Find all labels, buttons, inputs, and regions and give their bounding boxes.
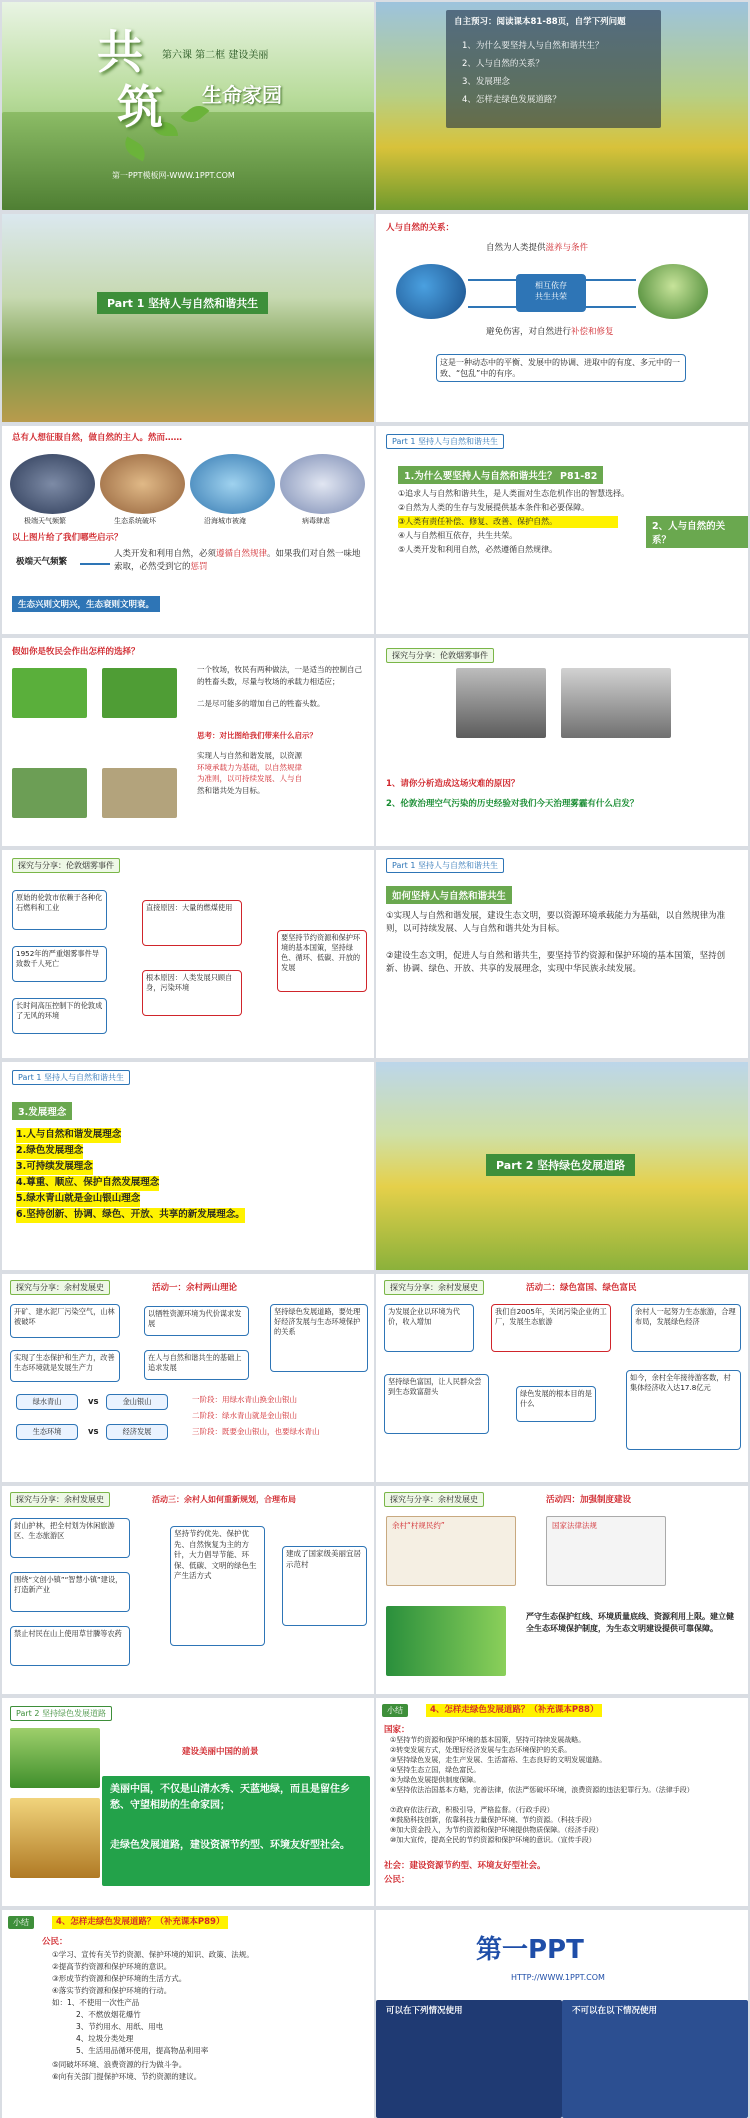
arrow (80, 563, 110, 565)
relation-note: 这是一种动态中的平衡、发展中的协调、进取中的有度、多元中的一致、“包乱”中的有序。 (436, 354, 686, 382)
nation-item: ②转变发展方式，处理好经济发展与生态环境保护的关系。 (390, 1746, 572, 1754)
slide-summary-nation[interactable] (376, 1698, 748, 1906)
plan-box-1: 封山护林，把全村划为休闲旅游区、生态旅游区 (10, 1518, 130, 1558)
citizen-item: ②提高节约资源和保护环境的意识。 (52, 1962, 172, 1971)
how-point-1: ①实现人与自然和谐发展，建设生态文明，要以资源环境承载能力为基础，以自然规律为准则，以可持续发展、人与自然和谐共处为目标。 (386, 911, 726, 935)
brand-logo: 第一PPT (476, 1935, 584, 1965)
root-cause: 根本原因：人类发展只顾自身，污染环境 (142, 970, 242, 1016)
citizen-item: ⑥向有关部门提保护环境、节约资源的建议。 (52, 2072, 202, 2081)
activity-title: 活动一：余村两山理论 (152, 1283, 238, 1293)
usage-right: 不可以在以下情况使用 (572, 2006, 658, 2016)
plan-box-2: 围绕“文创小镇”“智慧小镇”建设，打造新产业 (10, 1572, 130, 1612)
why-side: 2、人与自然的关系？ (646, 516, 748, 548)
how-point-2: ②建设生态文明，促进人与自然和谐共生，要坚持节约资源和保护环境的基本国策，坚持创新、协调、绿色、开放、共享的发展理念，实现中华民族永续发展。 (386, 951, 726, 975)
slide-preview[interactable] (376, 2, 748, 210)
slide-summary-citizen[interactable] (2, 1910, 374, 2118)
cover-title-char-1: 共 (97, 25, 143, 79)
china-point-1: 美丽中国，不仅是山清水秀、天蓝地绿，而且是留住乡愁、守望相助的生命家园； (110, 1784, 350, 1811)
concept-bar: 3.发展理念 (12, 1102, 72, 1120)
concept-green: 绿水青山 (16, 1394, 78, 1410)
yucun-box-3: 坚持绿色发展道路，要处理好经济发展与生态环境保护的关系 (270, 1304, 368, 1372)
slide-part2[interactable] (376, 1062, 748, 1270)
smog-police-image (456, 668, 546, 738)
citizen-item: 如：1、不使用一次性产品 (52, 1998, 140, 2007)
green-earth-image (386, 1606, 506, 1676)
why-item: ③人类有责任补偿、修复、改善、保护自然。 (398, 516, 618, 528)
slide-part1[interactable] (2, 214, 374, 422)
nation-item: ⑥坚持依法治国基本方略，完善法律，依法严惩破坏环境，浪费资源的违法犯罪行为。（法律手段） (390, 1786, 694, 1794)
concept-item: 4.尊重、顺应、保护自然发展理念 (16, 1176, 159, 1191)
yucun-box-5: 绿色发展的根本目的是什么 (516, 1386, 596, 1422)
slide-yucun-4[interactable] (376, 1486, 748, 1694)
ecosystem-image (100, 454, 185, 514)
concept-item: 3.可持续发展理念 (16, 1160, 93, 1175)
summary-title: 4、怎样走绿色发展道路？（补充课本P88） (426, 1704, 602, 1717)
part-tag: Part 2 坚持绿色发展道路 (10, 1706, 112, 1721)
london-question-2: 2、伦敦治理空气污染的历史经验对我们今天治理雾霾有什么启发？ (386, 799, 639, 809)
nation-item: ④坚持生态立国，绿色富民。 (390, 1766, 481, 1774)
slide-london-2[interactable] (2, 850, 374, 1058)
london-question-1: 1、请你分析造成这场灾难的原因？ (386, 779, 520, 789)
explore-tag: 探究与分享：余村发展史 (10, 1280, 110, 1295)
concept-item: 2.绿色发展理念 (16, 1144, 83, 1159)
smog-street-image (561, 668, 671, 738)
rules-title: 余村“村规民约” (392, 1521, 445, 1530)
citizen-item: 2、不燃放烟花爆竹 (76, 2010, 141, 2019)
yucun-box-2: 以牺牲资源环境为代价谋求发展 (144, 1306, 249, 1336)
slide-london-1[interactable] (376, 638, 748, 846)
herder-text-a: 一个牧场，牧民有两种做法，一是适当的控制自己的牲畜头数，尽量与牧场的承载力相适应； (197, 665, 362, 686)
activity-title: 活动二：绿色富国、绿色富民 (526, 1283, 637, 1293)
explore-tag: 探究与分享：伦敦烟雾事件 (386, 648, 494, 663)
citizen-item: ①学习、宣传有关节约资源、保护环境的知识、政策、法规。 (52, 1950, 254, 1959)
nature-title: 总有人想征服自然，做自然的主人。然而…… (12, 433, 183, 443)
stage-2: 二阶段：绿水青山就是金山银山 (192, 1411, 297, 1420)
why-item: ①追求人与自然和谐共生，是人类面对生态危机作出的智慧选择。 (398, 489, 630, 498)
explore-tag: 探究与分享：余村发展史 (384, 1492, 484, 1507)
slide-nature[interactable] (2, 426, 374, 634)
concept-eco: 生态环境 (16, 1424, 78, 1440)
cover-lesson: 第六课 第二框 建设美丽 (162, 50, 269, 61)
relation-heading: 人与自然的关系： (386, 223, 455, 233)
preview-item: 4、怎样走绿色发展道路？ (462, 95, 561, 105)
why-item: ⑤人类开发和利用自然，必然遵循自然规律。 (398, 545, 558, 554)
why-bar: 1.为什么要坚持人与自然和谐共生？ P81-82 (398, 466, 603, 484)
stage-3: 三阶段：既要金山银山，也要绿水青山 (192, 1427, 320, 1436)
left-label: 极端天气频繁 (16, 557, 68, 567)
summary-tag: 小结 (382, 1704, 408, 1717)
law-title: 国家法律法规 (552, 1521, 597, 1530)
slide-ending[interactable] (376, 1910, 748, 2118)
nation-item: ①坚持节约资源和保护环境的基本国策，坚持可持续发展战略。 (390, 1736, 586, 1744)
globe-image (396, 264, 466, 319)
citizen-item: 4、垃圾分类处理 (76, 2034, 134, 2043)
slide-concepts[interactable] (2, 1062, 374, 1270)
caption: 极端天气频繁 (24, 517, 66, 525)
why-item: ④人与自然相互依存，共生共荣。 (398, 531, 518, 540)
citizen-item: 3、节约用水、用纸、用电 (76, 2022, 164, 2031)
people-image (638, 264, 708, 319)
weather-image (10, 454, 95, 514)
part-banner: Part 1 坚持人与自然和谐共生 (97, 292, 268, 314)
nation-item: ⑧鼓励科技创新，依靠科技力量保护环境、节约资源。（科技手段） (390, 1816, 596, 1824)
preview-title: 自主预习：阅读课本81-88页，自学下列问题 (454, 17, 626, 27)
flood-image (190, 454, 275, 514)
slide-cover[interactable] (2, 2, 374, 210)
slide-herder[interactable] (2, 638, 374, 846)
brand-url: HTTP://WWW.1PPT.COM (511, 1973, 605, 1982)
activity-title: 活动四：加强制度建设 (546, 1495, 632, 1505)
preview-item: 2、人与自然的关系？ (462, 59, 544, 69)
herder-text-b: 二是尽可能多的增加自己的牲畜头数。 (197, 699, 325, 708)
yucun-box-3: 余村人一起努力生态旅游，合理布局，发展绿色经济 (631, 1304, 741, 1352)
virus-image (280, 454, 365, 514)
herder-question: 假如你是牧民会作出怎样的选择？ (12, 647, 140, 657)
china-point-2: 走绿色发展道路，建设资源节约型、环境友好型社会。 (110, 1840, 350, 1851)
nature-bottom: 生态兴则文明兴，生态衰则文明衰。 (12, 596, 160, 612)
stage-1: 一阶段：用绿水青山换金山银山 (192, 1395, 297, 1404)
citizen-item: ④落实节约资源和保护环境的行动。 (52, 1986, 172, 1995)
citizen-item: ③形成节约资源和保护环境的生活方式。 (52, 1974, 187, 1983)
cover-subtitle: 生命家园 (202, 83, 282, 107)
cover-photo (2, 112, 374, 210)
vs-label: vs (88, 1397, 99, 1407)
harvest-image (10, 1728, 100, 1788)
yucun-box-2: 我们自2005年，关闭污染企业的工厂，发展生态旅游 (491, 1304, 611, 1352)
relation-bottom: 避免伤害，对自然进行补偿和修复 (486, 327, 614, 337)
preview-item: 3、发展理念 (462, 77, 510, 87)
nation-item: ③坚持绿色发展，走生产发展、生活富裕、生态良好的文明发展道路。 (390, 1756, 607, 1764)
yucun-box-4: 坚持绿色富国，让人民群众尝到生态致富甜头 (384, 1374, 489, 1434)
law-conclusion: 严守生态保护红线、环境质量底线、资源利用上限。建立健全生态环境保护制度，为生态文明建设提供可靠保障。 (526, 1612, 734, 1634)
concept-item: 6.坚持创新、协调、绿色、开放、共享的新发展理念。 (16, 1208, 245, 1223)
china-caption: 建设美丽中国的前景 (182, 1747, 259, 1757)
activity-title: 活动三：余村人如何重新规划，合理布局 (152, 1495, 296, 1504)
pasture-image-1 (12, 668, 87, 718)
relation-top: 自然为人类提供滋养与条件 (486, 243, 589, 253)
herder-think: 思考：对比图给我们带来什么启示？ (197, 731, 317, 740)
nature-answer: 人类开发和利用自然，必须遵循自然规律。如果我们对自然一味地索取，必然受到它的惩罚 (114, 549, 361, 573)
caption: 生态系统破坏 (114, 517, 156, 525)
nation-item: ⑦政府依法行政，积极引导，严格监督。（行政手段） (390, 1806, 554, 1814)
herder-answer: 实现人与自然和谐发展，以资源 环境承载力为基础，以自然规律 为准则，以可持续发展、人与自 然和谐共处为目标。 (197, 751, 302, 795)
cause-box-2: 1952年的严重烟雾事件导致数千人死亡 (12, 946, 107, 982)
preview-item: 1、为什么要坚持人与自然和谐共生？ (462, 41, 604, 51)
slide-yucun-2[interactable] (376, 1274, 748, 1482)
center-box: 相互依存 共生共荣 (516, 274, 586, 312)
pasture-image-3 (12, 768, 87, 818)
slide-yucun-1[interactable] (2, 1274, 374, 1482)
concept-item: 5.绿水青山就是金山银山理念 (16, 1192, 140, 1207)
part-tag: Part 1 坚持人与自然和谐共生 (386, 434, 504, 449)
nation-item: ⑨加大资金投入，为节约资源和保护环境提供物质保障。（经济手段） (390, 1826, 603, 1834)
citizen-item: 5、生活用品循环使用，提高物品利用率 (76, 2046, 209, 2055)
society-line: 社会：建设资源节约型、环境友好型社会。 (384, 1861, 546, 1871)
concept-econ: 经济发展 (106, 1424, 168, 1440)
slide-relation[interactable] (376, 214, 748, 422)
cause-box-1: 原始的伦敦市依赖于各种化石燃料和工业 (12, 890, 107, 930)
nation-heading: 国家： (384, 1725, 410, 1735)
pasture-image-2 (102, 668, 177, 718)
citizen-heading: 公民： (384, 1875, 410, 1885)
conclusion-box: 要坚持节约资源和保护环境的基本国策，坚持绿色、循环、低碳、开放的发展 (277, 930, 367, 992)
cover-title-char-2: 筑 (117, 80, 163, 134)
yucun-box-4: 在人与自然和谐共生的基础上追求发展 (144, 1350, 249, 1380)
yucun-box-5: 实现了生态保护和生产力，改善生态环境就是发展生产力 (10, 1350, 120, 1382)
slide-beautiful-china[interactable] (2, 1698, 374, 1906)
part-banner: Part 2 坚持绿色发展道路 (486, 1154, 635, 1176)
explore-tag: 探究与分享：余村发展史 (384, 1280, 484, 1295)
slide-yucun-3[interactable] (2, 1486, 374, 1694)
explore-tag: 探究与分享：伦敦烟雾事件 (12, 858, 120, 873)
citizen-heading: 公民： (42, 1937, 68, 1947)
nature-question: 以上图片给了我们哪些启示？ (12, 533, 123, 543)
concept-item: 1.人与自然和谐发展理念 (16, 1128, 121, 1143)
yucun-box-6: 如今，余村全年接待游客数，村集体经济收入达17.8亿元 (626, 1370, 741, 1450)
part-tag: Part 1 坚持人与自然和谐共生 (12, 1070, 130, 1085)
plan-result: 建成了国家级美丽宜居示范村 (282, 1546, 367, 1626)
part-tag: Part 1 坚持人与自然和谐共生 (386, 858, 504, 873)
why-item: ②自然为人类的生存与发展提供基本条件和必要保障。 (398, 503, 590, 512)
usage-left: 可以在下列情况使用 (386, 2006, 463, 2016)
summary-tag: 小结 (8, 1916, 34, 1929)
cause-box-3: 长时间高压控制下的伦敦成了无风的环境 (12, 998, 107, 1034)
pasture-image-4 (102, 768, 177, 818)
concept-gold: 金山银山 (106, 1394, 168, 1410)
caption: 沿海城市被淹 (204, 517, 246, 525)
farm-image (10, 1798, 100, 1878)
citizen-item: ⑤同破坏环境、浪费资源的行为做斗争。 (52, 2060, 187, 2069)
explore-tag: 探究与分享：余村发展史 (10, 1492, 110, 1507)
nation-item: ⑩加大宣传，提高全民的节约资源和保护环境的意识。（宣传手段） (390, 1836, 596, 1844)
slide-why[interactable] (376, 426, 748, 634)
plan-box-3: 禁止村民在山上使用草甘膦等农药 (10, 1626, 130, 1666)
plan-summary: 坚持节约优先、保护优先、自然恢复为主的方针，大力倡导节能、环保、低碳、文明的绿色生产生活方式 (170, 1526, 265, 1646)
nation-item: ⑤为绿色发展提供制度保障。 (390, 1776, 481, 1784)
summary-title: 4、怎样走绿色发展道路？（补充课本P89） (52, 1916, 228, 1929)
yucun-box-1: 开矿、建水泥厂污染空气，山林被破坏 (10, 1304, 120, 1338)
direct-cause: 直接原因：大量的燃煤使用 (142, 900, 242, 946)
yucun-box-1: 为发展企业以环境为代价，收入增加 (384, 1304, 474, 1352)
slide-how[interactable] (376, 850, 748, 1058)
caption: 病毒肆虐 (302, 517, 330, 525)
how-bar: 如何坚持人与自然和谐共生 (386, 886, 512, 904)
cover-footer: 第一PPT模板网-WWW.1PPT.COM (112, 171, 235, 180)
vs-label: vs (88, 1427, 99, 1437)
